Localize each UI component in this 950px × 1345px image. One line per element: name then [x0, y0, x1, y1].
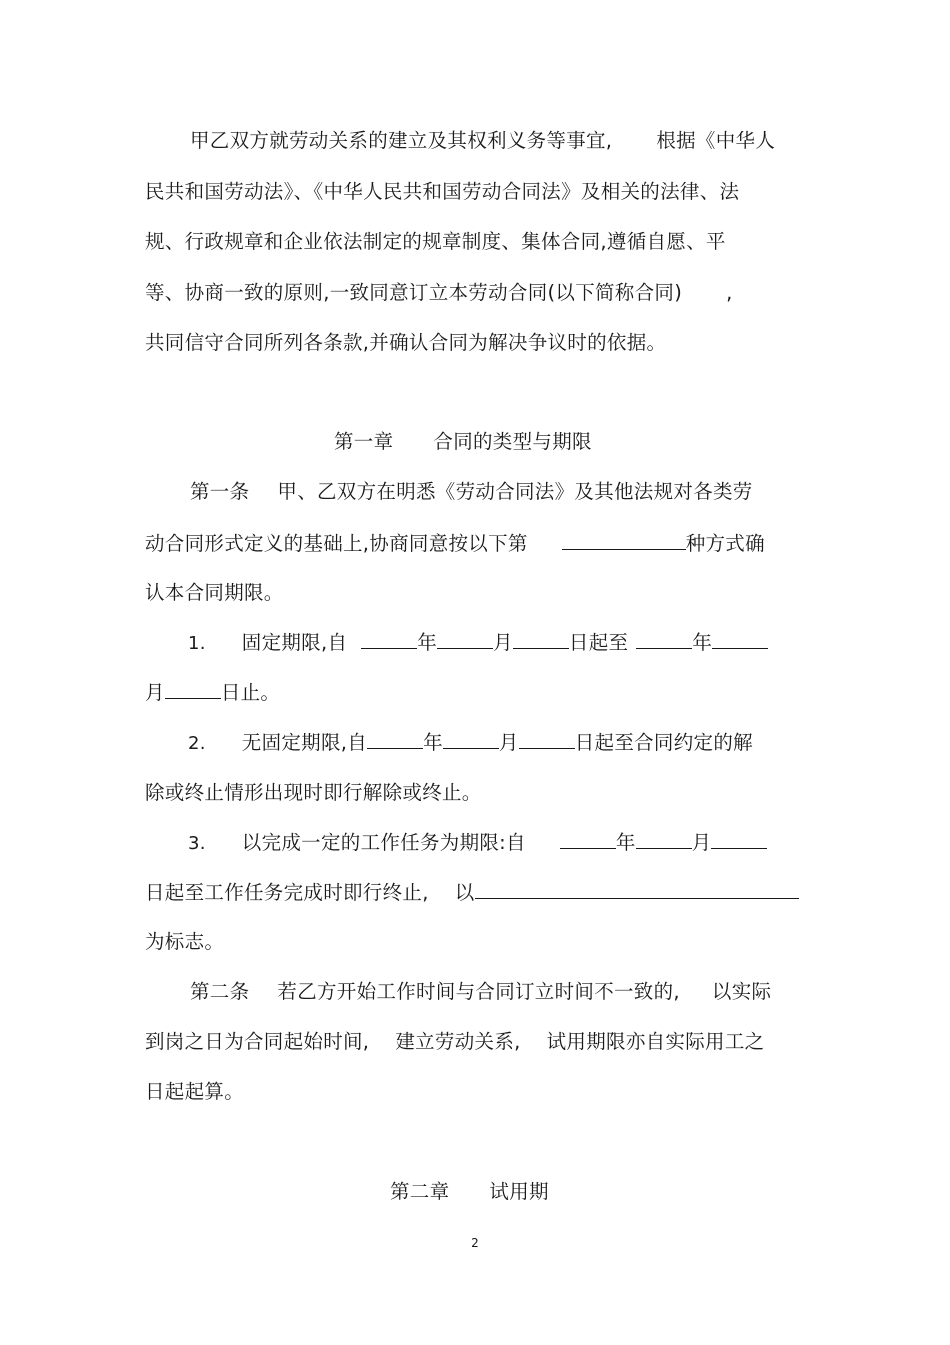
- option-text: 月: [145, 681, 165, 704]
- option-2-line-2: 除或终止情形出现时即行解除或终止。: [145, 781, 482, 804]
- option-text: 月: [493, 631, 513, 654]
- option-2-line-1: [188, 730, 753, 756]
- blank-field[interactable]: [712, 630, 768, 649]
- chapter-2-heading: [390, 1180, 549, 1204]
- chapter-number: 第一章: [334, 430, 394, 453]
- option-text: 年: [615, 831, 636, 854]
- option-text: 年: [692, 631, 713, 654]
- option-text: 以: [454, 881, 475, 904]
- chapter-1-heading: [334, 430, 592, 454]
- blank-field[interactable]: [437, 630, 493, 649]
- article-text: 若乙方开始工作时间与合同订立时间不一致的,: [277, 980, 680, 1003]
- article-label: 第二条: [190, 980, 250, 1003]
- blank-field[interactable]: [636, 630, 692, 649]
- blank-field[interactable]: [519, 730, 575, 749]
- intro-text: 根据《中华人: [656, 129, 776, 152]
- option-3-line-3: 为标志。: [145, 930, 225, 953]
- article-2-line-3: 日起起算。: [145, 1080, 245, 1103]
- intro-line-2: 民共和国劳动法》、《中华人民共和国劳动合同法》及相关的法律、法: [145, 180, 740, 203]
- option-text: 年: [423, 731, 443, 754]
- blank-field[interactable]: [361, 630, 417, 649]
- chapter-title: 合同的类型与期限: [433, 430, 592, 453]
- article-text: 动合同形式定义的基础上,协商同意按以下第: [145, 532, 528, 555]
- option-text: 固定期限,自: [241, 631, 348, 654]
- option-number: 1.: [188, 633, 206, 654]
- article-1-line-3: 认本合同期限。: [145, 581, 284, 604]
- option-text: 月: [691, 831, 712, 854]
- article-text: 到岗之日为合同起始时间,: [145, 1030, 370, 1053]
- option-text: 月: [498, 731, 519, 754]
- article-label: 第一条: [190, 480, 250, 503]
- chapter-number: 第二章: [390, 1180, 450, 1203]
- blank-field[interactable]: [562, 531, 686, 550]
- blank-field[interactable]: [443, 730, 499, 749]
- option-text: 日起至合同约定的解: [574, 731, 753, 754]
- blank-field[interactable]: [560, 830, 616, 849]
- article-text: 种方式确: [685, 532, 765, 555]
- blank-field[interactable]: [636, 830, 692, 849]
- article-text: 建立劳动关系,: [395, 1030, 521, 1053]
- intro-text: 等、协商一致的原则,一致同意订立本劳动合同(以下简称合同): [145, 281, 683, 304]
- option-3-line-1: [188, 830, 767, 856]
- blank-field[interactable]: [711, 830, 767, 849]
- option-text: 年: [417, 631, 438, 654]
- intro-text: ,: [726, 281, 733, 304]
- option-text: 无固定期限,自: [241, 731, 368, 754]
- article-text: 试用期限亦自实际用工之: [546, 1030, 765, 1053]
- article-text: 甲、乙双方在明悉《劳动合同法》及其他法规对各类劳: [277, 480, 753, 503]
- option-number: 2.: [188, 733, 206, 754]
- intro-text: 甲乙双方就劳动关系的建立及其权利义务等事宜,: [190, 129, 613, 152]
- blank-field[interactable]: [475, 880, 799, 899]
- article-text: 以实际: [711, 980, 772, 1003]
- blank-field[interactable]: [165, 680, 221, 699]
- intro-line-3: 规、行政规章和企业依法制定的规章制度、集体合同,遵循自愿、平: [145, 230, 726, 253]
- option-3-line-2: [145, 880, 799, 905]
- article-2-line-2: [145, 1030, 764, 1054]
- blank-field[interactable]: [367, 730, 423, 749]
- option-1-line-2: [145, 680, 280, 705]
- option-text: 以完成一定的工作任务为期限:自: [241, 831, 526, 854]
- article-1-line-2: [145, 531, 765, 556]
- intro-line-1: [190, 129, 775, 153]
- article-1-line-1: [190, 480, 753, 504]
- option-text: 日起至: [568, 631, 629, 654]
- article-2-line-1: [190, 980, 771, 1004]
- intro-line-5: 共同信守合同所列各条款,并确认合同为解决争议时的依据。: [145, 331, 667, 354]
- intro-line-4: [145, 281, 733, 305]
- blank-field[interactable]: [513, 630, 569, 649]
- chapter-title: 试用期: [489, 1180, 549, 1203]
- option-1-line-1: [188, 630, 768, 656]
- option-number: 3.: [188, 833, 206, 854]
- page-number: 2: [471, 1236, 479, 1250]
- option-text: 日起至工作任务完成时即行终止,: [145, 881, 429, 904]
- option-text: 日止。: [220, 681, 281, 704]
